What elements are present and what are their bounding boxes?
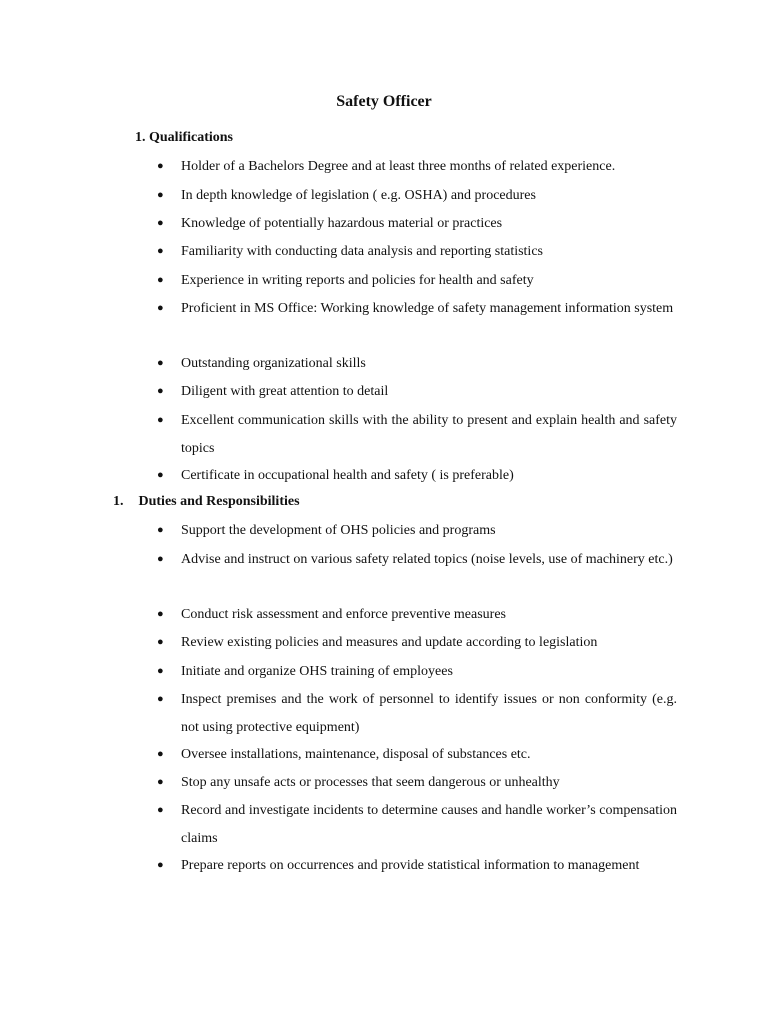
bullet-icon: ●: [157, 217, 164, 229]
section-heading-duties: [113, 494, 300, 510]
list-item-text: In depth knowledge of legislation ( e.g. OSHA) and procedures: [181, 188, 536, 203]
bullet-icon: ●: [157, 776, 164, 788]
list-item: [157, 741, 677, 769]
list-item: [157, 658, 677, 686]
list-item-text: Diligent with great attention to detail: [181, 384, 389, 399]
list-item: [157, 797, 677, 852]
list-item: [157, 601, 677, 629]
bullet-icon: ●: [157, 245, 164, 257]
list-item-text: Conduct risk assessment and enforce preventive measures: [181, 607, 507, 622]
list-item: [157, 267, 677, 295]
list-item-text: Holder of a Bachelors Degree and at least three months of related experience.: [181, 159, 616, 174]
list-item: [157, 238, 677, 266]
list-item-text: Familiarity with conducting data analysis and reporting statistics: [181, 244, 543, 259]
bullet-icon: ●: [157, 302, 164, 314]
list-item: [157, 153, 677, 181]
list-item-text: Stop any unsafe acts or processes that seem dangerous or unhealthy: [181, 775, 560, 790]
bullet-icon: ●: [157, 804, 164, 816]
list-item: [157, 350, 677, 378]
section-heading-text: Qualifications: [149, 130, 234, 145]
list-item: [157, 182, 677, 210]
bullet-icon: ●: [157, 160, 164, 172]
bullet-icon: ●: [157, 636, 164, 648]
bullet-icon: ●: [157, 274, 164, 286]
list-item-text: Support the development of OHS policies and programs: [181, 523, 496, 538]
list-item: [157, 517, 677, 545]
bullet-icon: ●: [157, 859, 164, 871]
list-item-text: Initiate and organize OHS training of employees: [181, 664, 453, 679]
bullet-icon: ●: [157, 693, 164, 705]
section-number: 1.: [135, 130, 146, 145]
bullet-icon: ●: [157, 357, 164, 369]
list-item: [157, 378, 677, 406]
section-number: 1.: [113, 494, 124, 509]
list-item-text: Experience in writing reports and policies for health and safety: [181, 273, 534, 288]
list-item: [157, 769, 677, 797]
list-item: [157, 686, 677, 741]
bullet-icon: ●: [157, 524, 164, 536]
section-heading-qualifications: [135, 130, 233, 146]
bullet-icon: ●: [157, 385, 164, 397]
list-item-text: Excellent communication skills with the ability to present and explain health and safety topics: [181, 413, 677, 456]
list-item-text: Record and investigate incidents to determine causes and handle worker’s compensation claims: [181, 803, 677, 846]
bullet-icon: ●: [157, 748, 164, 760]
list-item: [157, 629, 677, 657]
bullet-icon: ●: [157, 608, 164, 620]
bullet-icon: ●: [157, 414, 164, 426]
bullet-icon: ●: [157, 553, 164, 565]
bullet-icon: ●: [157, 189, 164, 201]
list-item-text: Oversee installations, maintenance, disposal of substances etc.: [181, 747, 531, 762]
list-item: [157, 210, 677, 238]
list-item: [157, 462, 677, 490]
list-item-text: Proficient in MS Office: Working knowledge of safety management information system: [181, 301, 674, 316]
list-item-text: Prepare reports on occurrences and provide statistical information to management: [181, 858, 640, 873]
list-item-text: Review existing policies and measures and update according to legislation: [181, 635, 598, 650]
page-title: Safety Officer: [336, 93, 432, 110]
list-item-text: Certificate in occupational health and safety ( is preferable): [181, 468, 514, 483]
list-item: [157, 546, 677, 574]
list-item-text: Knowledge of potentially hazardous material or practices: [181, 216, 503, 231]
bullet-icon: ●: [157, 665, 164, 677]
list-item: [157, 407, 677, 462]
list-item-text: Inspect premises and the work of personnel to identify issues or non conformity (e.g. not using protective equipment): [181, 692, 677, 735]
list-item-text: Outstanding organizational skills: [181, 356, 366, 371]
list-item-text: Advise and instruct on various safety related topics (noise levels, use of machinery etc.): [181, 552, 673, 567]
list-item: [157, 852, 677, 880]
section-heading-text: Duties and Responsibilities: [138, 494, 300, 509]
list-item: [157, 295, 677, 323]
bullet-icon: ●: [157, 469, 164, 481]
